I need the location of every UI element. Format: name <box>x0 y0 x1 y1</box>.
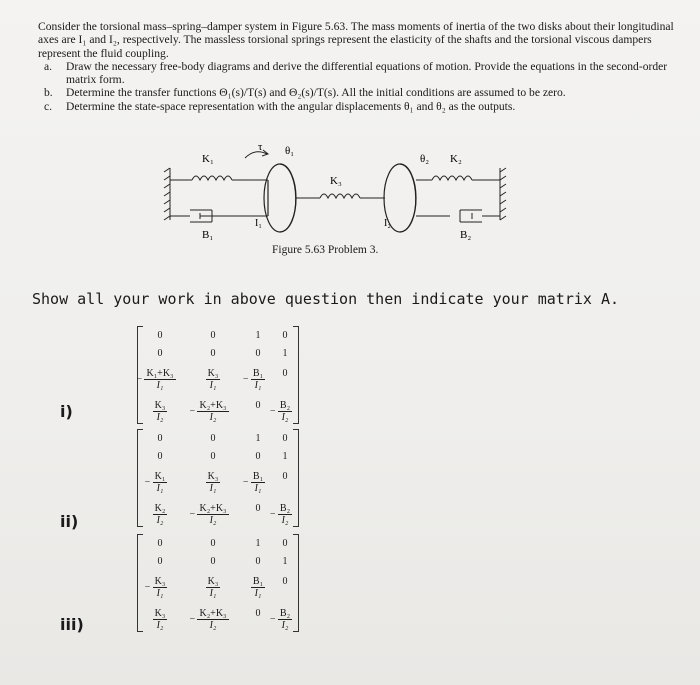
spring-k1 <box>170 176 268 180</box>
matrix-cell: 1 <box>282 348 288 359</box>
option-label: ii) <box>60 512 79 531</box>
matrix-cell: $\frac{\text{K₂}}{\text{I₂}}$ <box>154 503 166 526</box>
torsional-system-figure <box>150 140 520 240</box>
item-text: Draw the necessary free-body diagrams and derive the differential equations of motion. Provide the equations in the second-order matrix form. <box>66 59 668 87</box>
matrix-cell: 0 <box>255 556 261 567</box>
matrix-cell: $\frac{\text{K₃}}{\text{I₁}}$ <box>207 471 219 494</box>
matrix-cell: − K₁+K₃ I₁ <box>136 368 174 391</box>
option-label: i) <box>60 402 73 421</box>
label-b1: B₁ <box>202 229 214 240</box>
matrix-cell: − B₂ I₂ <box>269 503 291 526</box>
spring-k3 <box>296 194 385 198</box>
question-text <box>38 20 678 113</box>
matrix-cell: 0 <box>282 330 288 341</box>
matrix-cell: − B₁ I₁ <box>242 368 264 391</box>
matrix-cell: 1 <box>255 433 261 444</box>
matrix-cell: 0 <box>255 608 261 619</box>
label-k1: K₁ <box>202 153 214 165</box>
label-k2: K₂ <box>450 153 462 165</box>
matrix-cell: 0 <box>210 433 216 444</box>
question-intro: Consider the torsional mass–spring–damper system in Figure 5.63. The mass moments of inertia of the two disks about their longitudinal axes are I₁ and I₂, respectively. The massless torsional springs represent the elasticity of the shafts and the torsional viscous dampers represent the fluid coupling. <box>38 20 674 60</box>
matrix-cell: − K₁ I₁ <box>144 471 166 494</box>
matrix-3[interactable] <box>0 530 700 630</box>
matrix-2[interactable] <box>0 425 700 525</box>
item-label: c. <box>44 99 53 113</box>
matrix-cell: 0 <box>210 556 216 567</box>
matrix-cell: − B₂ I₂ <box>269 400 291 423</box>
matrix-cell: 0 <box>157 330 163 341</box>
question-item-a <box>38 60 678 87</box>
label-i1: I₁ <box>255 218 262 229</box>
spring-k2 <box>416 176 500 180</box>
label-k3: K₃ <box>330 175 342 187</box>
matrix-cell: $\frac{\text{K₃}}{\text{I₂}}$ <box>154 608 166 631</box>
matrix-cell: − B₂ I₂ <box>269 608 291 631</box>
matrix-cell: 0 <box>210 538 216 549</box>
matrix-cell: 0 <box>255 503 261 514</box>
left-wall <box>164 168 170 220</box>
matrix-cell: 0 <box>157 433 163 444</box>
item-text: Determine the transfer functions Θ₁(s)/T(s) and Θ₂(s)/T(s). All the initial conditions are assumed to be zero. <box>66 86 566 100</box>
matrix-cell: $\frac{\text{K₃}}{\text{I₁}}$ <box>207 576 219 599</box>
matrix-cell: − K₃ I₁ <box>144 576 166 599</box>
matrix-cell: − B₁ I₁ <box>242 471 264 494</box>
matrix-cell: 1 <box>282 451 288 462</box>
matrix-cell: 0 <box>255 451 261 462</box>
matrix-cell: 1 <box>255 538 261 549</box>
label-i2: I₂ <box>384 218 391 229</box>
matrix-cell: 0 <box>210 348 216 359</box>
matrix-cell: 0 <box>157 538 163 549</box>
matrix-cell: 0 <box>282 576 288 587</box>
matrix-cell: 0 <box>255 348 261 359</box>
matrix-cell: 0 <box>210 330 216 341</box>
label-torque: τ <box>258 141 263 153</box>
question-item-c <box>38 100 678 113</box>
matrix-cell: 0 <box>282 368 288 379</box>
matrix-cell: − K₂+K₃ I₂ <box>189 608 227 631</box>
instruction-text: Show all your work in above question then indicate your matrix A. <box>32 290 619 308</box>
matrix-cell: 0 <box>282 433 288 444</box>
item-text: Determine the state-space representation with the angular displacements θ₁ and θ₂ as the outputs. <box>66 99 516 113</box>
matrix-cell: 0 <box>282 538 288 549</box>
option-label: iii) <box>60 615 84 634</box>
matrix-cell: $\frac{\text{K₃}}{\text{I₁}}$ <box>207 368 219 391</box>
damper-b1 <box>170 210 268 222</box>
matrix-cell: 0 <box>157 451 163 462</box>
figure-caption: Figure 5.63 Problem 3. <box>272 244 379 256</box>
matrix-cell: 0 <box>255 400 261 411</box>
matrix-cell: 1 <box>282 556 288 567</box>
question-item-b <box>38 86 678 99</box>
damper-b2 <box>416 210 500 222</box>
disk-i1 <box>264 164 296 232</box>
matrix-cell: 0 <box>282 471 288 482</box>
matrix-cell: − K₂+K₃ I₂ <box>189 400 227 423</box>
label-theta2: θ₂ <box>420 153 430 165</box>
item-label: a. <box>44 59 53 73</box>
torque-arrow <box>245 150 268 158</box>
matrix-cell: 0 <box>157 556 163 567</box>
matrix-cell: 0 <box>210 451 216 462</box>
item-label: b. <box>44 86 53 100</box>
matrix-cell: 1 <box>255 330 261 341</box>
matrix-cell: $\frac{\text{K₃}}{\text{I₂}}$ <box>154 400 166 423</box>
matrix-cell: 0 <box>157 348 163 359</box>
matrix-cell: − K₂+K₃ I₂ <box>189 503 227 526</box>
right-wall <box>500 168 506 220</box>
matrix-cell: $\frac{\text{B₁}}{\text{I₁}}$ <box>252 576 264 599</box>
matrix-1[interactable] <box>0 322 700 422</box>
label-b2: B₂ <box>460 229 472 240</box>
label-theta1: θ₁ <box>285 145 295 157</box>
